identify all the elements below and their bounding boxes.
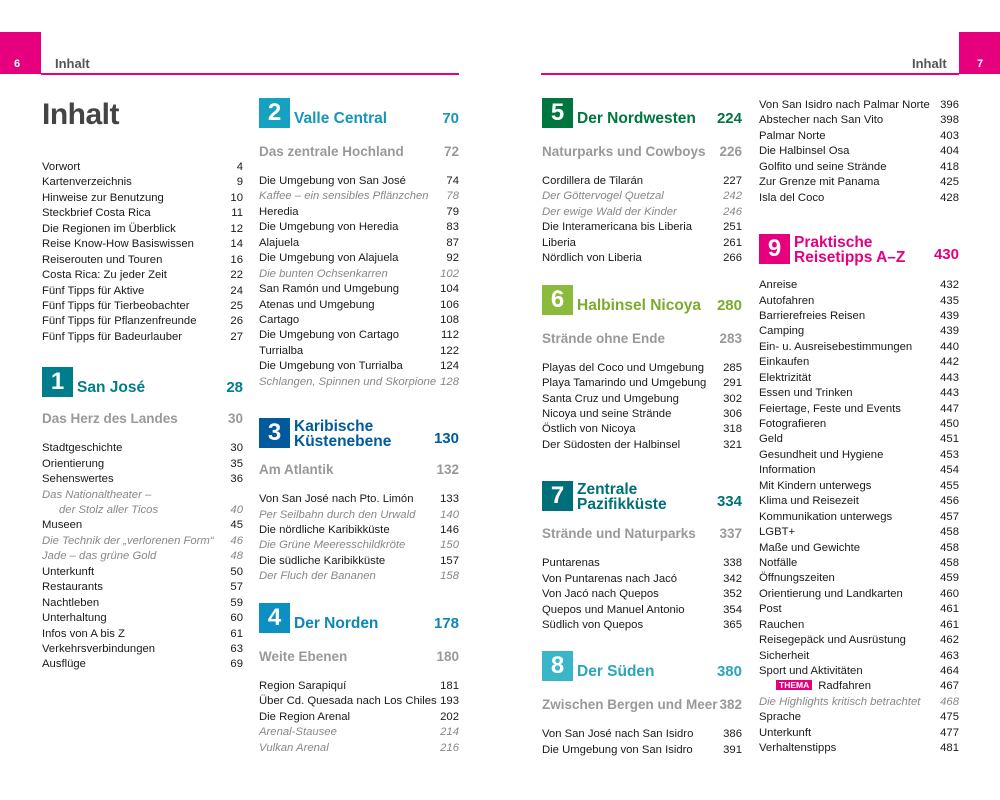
toc-entry[interactable]: LGBT+ 458 bbox=[759, 526, 959, 539]
chapter-5-heading[interactable] bbox=[542, 98, 742, 132]
toc-entry[interactable]: Öffnungszeiten 459 bbox=[759, 572, 959, 585]
chapter-page: 130 bbox=[433, 430, 459, 448]
toc-entry[interactable]: Isla del Coco 428 bbox=[759, 191, 959, 204]
toc-entry[interactable]: Maße und Gewichte 458 bbox=[759, 541, 959, 554]
page-number-right: 7 bbox=[977, 58, 984, 70]
toc-entry[interactable]: Restaurants 57 bbox=[42, 581, 243, 594]
chapter-subtitle[interactable]: Strände und Naturparks 337 bbox=[542, 526, 742, 542]
toc-entry[interactable]: Verhaltenstipps 481 bbox=[759, 742, 959, 755]
toc-entry[interactable]: Palmar Norte 403 bbox=[759, 129, 959, 142]
chapter-page: 70 bbox=[442, 110, 459, 127]
header-rule-right bbox=[541, 73, 959, 75]
chapter-title: Zentrale Pazifikküste bbox=[577, 481, 667, 514]
chapter-page: 178 bbox=[433, 614, 459, 632]
toc-entry[interactable]: Feiertage, Feste und Events 447 bbox=[759, 402, 959, 415]
chapter-6-heading[interactable] bbox=[542, 285, 742, 319]
chapter-subtitle[interactable]: Strände ohne Ende 283 bbox=[542, 330, 742, 346]
toc-entry-feature[interactable]: Die bunten Ochsenkarren 102 bbox=[259, 267, 459, 280]
toc-entry-feature[interactable]: Die Technik der „verlorenen Form“ 46 bbox=[42, 534, 243, 547]
running-header-left: Inhalt bbox=[55, 56, 90, 71]
toc-entry[interactable]: Die Regionen im Überblick 12 bbox=[42, 222, 243, 235]
toc-entry[interactable]: Reise Know-How Basiswissen 14 bbox=[42, 238, 243, 251]
chapter-subtitle[interactable]: Naturparks und Cowboys 226 bbox=[542, 144, 742, 159]
toc-entry[interactable]: Notfälle 458 bbox=[759, 556, 959, 569]
toc-entry[interactable]: Unterkunft 50 bbox=[42, 565, 243, 578]
toc-entry[interactable]: Östlich von Nicoya 318 bbox=[542, 423, 742, 436]
chapter-number-badge: 1 bbox=[42, 367, 73, 397]
toc-entry[interactable]: Region Sarapiquí 181 bbox=[259, 679, 459, 692]
toc-entry-feature[interactable]: Der Fluch der Bananen 158 bbox=[259, 570, 459, 583]
toc-entry[interactable]: Reisegepäck und Ausrüstung 462 bbox=[759, 634, 959, 647]
toc-entry[interactable]: Turrialba 122 bbox=[259, 344, 459, 357]
chapter-subtitle[interactable]: Das zentrale Hochland 72 bbox=[259, 144, 459, 159]
chapter-page: 334 bbox=[716, 493, 742, 511]
toc-entry[interactable]: Sehenswertes 36 bbox=[42, 473, 243, 486]
toc-entry[interactable]: Heredia 79 bbox=[259, 205, 459, 218]
toc-entry[interactable]: Von San José nach San Isidro 386 bbox=[542, 728, 742, 741]
chapter-number-badge: 4 bbox=[259, 603, 290, 633]
toc-entry[interactable]: Von Puntarenas nach Jacó 342 bbox=[542, 572, 742, 585]
toc-entry[interactable]: Der Südosten der Halbinsel 321 bbox=[542, 438, 742, 451]
toc-entry[interactable]: San Ramón und Umgebung 104 bbox=[259, 283, 459, 296]
toc-entry[interactable]: Liberia 261 bbox=[542, 236, 742, 249]
chapter-title: Der Nordwesten bbox=[577, 110, 696, 127]
toc-entry[interactable]: Playas del Coco und Umgebung 285 bbox=[542, 361, 742, 374]
toc-entry[interactable]: Golfito und seine Strände 418 bbox=[759, 160, 959, 173]
chapter-number-badge: 3 bbox=[259, 418, 290, 448]
toc-entry[interactable]: Post 461 bbox=[759, 603, 959, 616]
toc-entry-thema[interactable]: THEMA Radfahren 467 bbox=[759, 679, 959, 694]
chapter-number-badge: 7 bbox=[542, 481, 573, 511]
toc-entry[interactable]: Vorwort 4 bbox=[42, 161, 243, 173]
toc-entry[interactable]: Nachtleben 59 bbox=[42, 596, 243, 609]
toc-entry[interactable]: Rauchen 461 bbox=[759, 618, 959, 631]
chapter-page: 280 bbox=[716, 296, 742, 314]
toc-entry[interactable]: Camping 439 bbox=[759, 325, 959, 338]
toc-entry-feature[interactable]: Jade – das grüne Gold 48 bbox=[42, 550, 243, 563]
chapter-subtitle[interactable]: Zwischen Bergen und Meer 382 bbox=[542, 697, 742, 713]
toc-entry[interactable]: Hinweise zur Benutzung 10 bbox=[42, 191, 243, 204]
toc-entry[interactable]: Reiserouten und Touren 16 bbox=[42, 253, 243, 266]
toc-entry[interactable]: Die Halbinsel Osa 404 bbox=[759, 145, 959, 158]
toc-entry[interactable]: Essen und Trinken 443 bbox=[759, 387, 959, 400]
toc-entry[interactable]: Unterkunft 477 bbox=[759, 726, 959, 739]
toc-entry[interactable]: Playa Tamarindo und Umgebung 291 bbox=[542, 377, 742, 390]
header-rule-left bbox=[41, 73, 459, 75]
chapter-number-badge: 5 bbox=[542, 98, 573, 128]
toc-entry[interactable]: Die Umgebung von Turrialba 124 bbox=[259, 360, 459, 373]
toc-entry[interactable]: Cartago 108 bbox=[259, 313, 459, 326]
toc-entry-feature[interactable]: der Stolz aller Ticos 40 bbox=[59, 504, 243, 516]
chapter-title: Karibische Küstenebene bbox=[294, 418, 392, 451]
chapter-title: Der Süden bbox=[577, 663, 655, 681]
chapter-number-badge: 2 bbox=[259, 98, 290, 128]
toc-entry-feature[interactable]: Die Highlights kritisch betrachtet 468 bbox=[759, 695, 959, 708]
chapter-8-heading[interactable] bbox=[542, 651, 742, 685]
toc-entry[interactable]: Information 454 bbox=[759, 464, 959, 477]
chapter-title: Halbinsel Nicoya bbox=[577, 296, 702, 314]
toc-entry[interactable]: Costa Rica: Zu jeder Zeit 22 bbox=[42, 269, 243, 282]
chapter-2-heading[interactable] bbox=[259, 98, 459, 132]
toc-entry[interactable]: Fünf Tipps für Pflanzenfreunde 26 bbox=[42, 315, 243, 328]
toc-entry[interactable]: Autofahren 435 bbox=[759, 294, 959, 307]
chapter-page: 224 bbox=[716, 110, 742, 127]
chapter-title: Der Norden bbox=[294, 614, 379, 632]
toc-entry[interactable]: Fünf Tipps für Tierbeobachter 25 bbox=[42, 299, 243, 312]
chapter-number-badge: 6 bbox=[542, 285, 573, 315]
chapter-subtitle[interactable]: Das Herz des Landes 30 bbox=[42, 411, 243, 427]
chapter-page: 28 bbox=[226, 379, 243, 397]
toc-entry[interactable]: Elektrizität 443 bbox=[759, 371, 959, 384]
toc-entry[interactable]: Sprache 475 bbox=[759, 711, 959, 724]
toc-entry-feature[interactable]: Arenal-Stausee 214 bbox=[259, 726, 459, 739]
toc-entry[interactable]: Puntarenas 338 bbox=[542, 557, 742, 570]
toc-entry[interactable]: Fotografieren 450 bbox=[759, 418, 959, 430]
page-number-box-right bbox=[959, 32, 1000, 74]
toc-entry[interactable]: Gesundheit und Hygiene 453 bbox=[759, 448, 959, 461]
toc-entry[interactable]: Kartenverzeichnis 9 bbox=[42, 176, 243, 189]
toc-entry-feature[interactable]: Vulkan Arenal 216 bbox=[259, 741, 459, 754]
page-title: Inhalt bbox=[42, 98, 119, 131]
toc-entry[interactable]: Die nördliche Karibikküste 146 bbox=[259, 524, 459, 536]
toc-entry[interactable]: Unterhaltung 60 bbox=[42, 612, 243, 625]
toc-entry[interactable]: Geld 451 bbox=[759, 433, 959, 446]
toc-entry[interactable]: Quepos und Manuel Antonio 354 bbox=[542, 603, 742, 616]
chapter-4-heading[interactable] bbox=[259, 603, 459, 637]
toc-entry-feature[interactable]: Der Göttervogel Quetzal 242 bbox=[542, 190, 742, 203]
toc-entry[interactable]: Von Jacó nach Quepos 352 bbox=[542, 588, 742, 601]
toc-entry[interactable]: Die Umgebung von San Isidro 391 bbox=[542, 743, 742, 756]
toc-entry[interactable]: Fünf Tipps für Badeurlauber 27 bbox=[42, 330, 243, 343]
toc-entry[interactable]: Orientierung 35 bbox=[42, 457, 243, 470]
toc-entry-feature[interactable]: Der ewige Wald der Kinder 246 bbox=[542, 205, 742, 218]
toc-entry[interactable]: Stadtgeschichte 30 bbox=[42, 442, 243, 455]
toc-entry[interactable]: Klima und Reisezeit 456 bbox=[759, 495, 959, 508]
toc-entry[interactable]: Mit Kindern unterwegs 455 bbox=[759, 479, 959, 492]
toc-entry[interactable]: Fünf Tipps für Aktive 24 bbox=[42, 284, 243, 297]
page-number-left: 6 bbox=[14, 58, 21, 70]
toc-entry[interactable]: Von San José nach Pto. Limón 133 bbox=[259, 493, 459, 506]
toc-entry[interactable]: Cordillera de Tilarán 227 bbox=[542, 175, 742, 187]
toc-entry[interactable]: Zur Grenze mit Panama 425 bbox=[759, 176, 959, 189]
toc-entry[interactable]: Atenas und Umgebung 106 bbox=[259, 298, 459, 311]
chapter-9-heading[interactable] bbox=[759, 234, 959, 268]
toc-entry[interactable]: Ein- u. Ausreisebestimmungen 440 bbox=[759, 340, 959, 353]
thema-badge: THEMA bbox=[776, 680, 812, 690]
chapter-page: 380 bbox=[716, 663, 742, 681]
toc-entry[interactable]: Die Umgebung von San José 74 bbox=[259, 175, 459, 187]
toc-entry[interactable]: Nördlich von Liberia 266 bbox=[542, 252, 742, 265]
toc-entry[interactable]: Abstecher nach San Vito 398 bbox=[759, 114, 959, 127]
toc-entry[interactable]: Barrierefreies Reisen 439 bbox=[759, 309, 959, 322]
toc-entry[interactable]: Sicherheit 463 bbox=[759, 649, 959, 662]
chapter-subtitle[interactable]: Weite Ebenen 180 bbox=[259, 648, 459, 664]
toc-entry[interactable]: Museen 45 bbox=[42, 519, 243, 532]
toc-entry[interactable]: Nicoya und seine Strände 306 bbox=[542, 407, 742, 420]
toc-entry[interactable]: Anreise 432 bbox=[759, 279, 959, 292]
toc-entry[interactable]: Sport und Aktivitäten 464 bbox=[759, 665, 959, 677]
chapter-title: Valle Central bbox=[294, 110, 388, 127]
toc-entry-feature[interactable]: Kaffee – ein sensibles Pflänzchen 78 bbox=[259, 190, 459, 203]
toc-column-3 bbox=[542, 98, 742, 758]
toc-column-2 bbox=[259, 98, 459, 756]
toc-entry-feature[interactable]: Schlangen, Spinnen und Skorpione 128 bbox=[259, 375, 459, 388]
toc-entry-feature[interactable]: Die Grüne Meeresschildkröte 150 bbox=[259, 539, 459, 552]
toc-entry[interactable]: Einkaufen 442 bbox=[759, 356, 959, 369]
toc-entry[interactable]: Von San Isidro nach Palmar Norte 396 bbox=[759, 99, 959, 111]
toc-entry[interactable]: Verkehrsverbindungen 63 bbox=[42, 642, 243, 655]
chapter-number-badge: 9 bbox=[759, 234, 790, 264]
chapter-3-heading[interactable] bbox=[259, 418, 459, 452]
toc-entry[interactable]: Santa Cruz und Umgebung 302 bbox=[542, 392, 742, 405]
toc-entry[interactable]: Über Cd. Quesada nach Los Chiles 193 bbox=[259, 695, 459, 708]
toc-entry[interactable]: Die Umgebung von Alajuela 92 bbox=[259, 252, 459, 265]
toc-entry[interactable]: Die Umgebung von Cartago 112 bbox=[259, 329, 459, 342]
toc-entry[interactable]: Die Umgebung von Heredia 83 bbox=[259, 221, 459, 234]
toc-entry[interactable]: Infos von A bis Z 61 bbox=[42, 627, 243, 640]
toc-entry[interactable]: Ausflüge 69 bbox=[42, 658, 243, 671]
toc-entry[interactable]: Orientierung und Landkarten 460 bbox=[759, 587, 959, 600]
toc-entry-feature[interactable]: Per Seilbahn durch den Urwald 140 bbox=[259, 508, 459, 521]
toc-entry[interactable]: Kommunikation unterwegs 457 bbox=[759, 510, 959, 523]
toc-entry[interactable]: Steckbrief Costa Rica 11 bbox=[42, 207, 243, 220]
toc-entry[interactable]: Die südliche Karibikküste 157 bbox=[259, 554, 459, 567]
page-number-box-left bbox=[0, 32, 41, 74]
chapter-1-heading[interactable] bbox=[42, 367, 243, 401]
running-header-right: Inhalt bbox=[912, 56, 947, 71]
toc-entry[interactable]: Die Region Arenal 202 bbox=[259, 710, 459, 723]
toc-entry[interactable]: Die Interamericana bis Liberia 251 bbox=[542, 221, 742, 234]
toc-entry[interactable]: Südlich von Quepos 365 bbox=[542, 619, 742, 631]
chapter-page: 430 bbox=[933, 246, 959, 264]
chapter-subtitle[interactable]: Am Atlantik 132 bbox=[259, 462, 459, 478]
chapter-7-heading[interactable] bbox=[542, 481, 742, 515]
toc-column-4 bbox=[759, 98, 959, 757]
toc-entry-feature[interactable]: Das Nationaltheater – bbox=[42, 488, 152, 501]
toc-entry[interactable]: Alajuela 87 bbox=[259, 236, 459, 249]
chapter-title: Praktische Reisetipps A–Z bbox=[794, 234, 906, 267]
chapter-number-badge: 8 bbox=[542, 651, 573, 681]
chapter-title: San José bbox=[77, 379, 146, 397]
toc-column-1 bbox=[42, 160, 243, 673]
